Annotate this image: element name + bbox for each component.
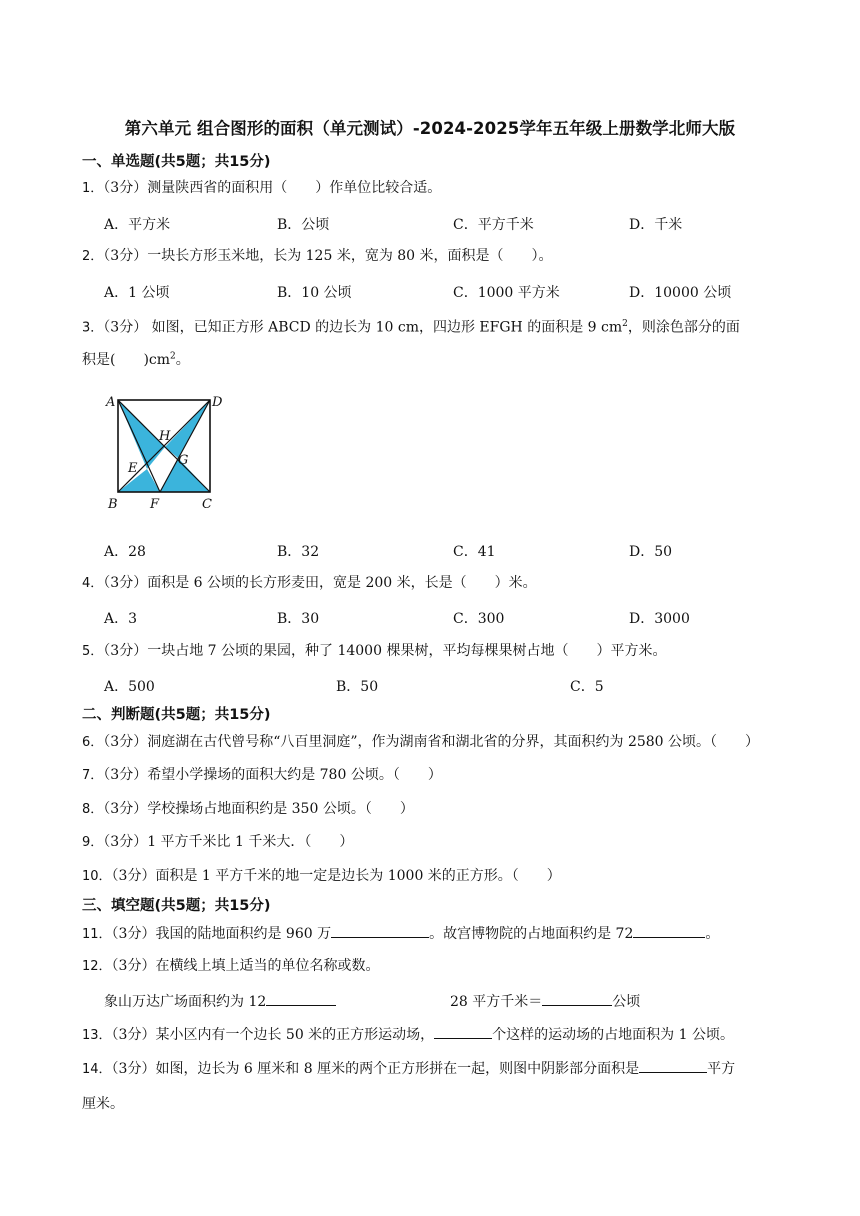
answer-blank[interactable]	[639, 1058, 707, 1073]
question-number: 1．	[82, 181, 104, 196]
question-number: 11．	[82, 927, 112, 942]
superscript: 2	[170, 351, 176, 362]
option-c: C．5	[570, 679, 604, 695]
question-8	[82, 799, 414, 820]
option-a: A．28	[104, 544, 146, 560]
question-text: 面积是 1 平方千米的地一定是边长为 1000 米的正方形。（ ）	[155, 868, 561, 884]
option-d: D．10000 公顷	[629, 285, 732, 301]
answer-blank[interactable]	[434, 1024, 492, 1039]
question-text: 学校操场占地面积约是 350 公顷。（ ）	[147, 801, 414, 817]
question-number: 4．	[82, 576, 104, 591]
question-score: （3分）	[111, 926, 156, 942]
question-number: 6．	[82, 735, 104, 750]
option-d: D．千米	[629, 217, 683, 233]
shaded-triangle-left	[118, 400, 165, 469]
question-score: （3分）	[111, 1061, 156, 1077]
question-3	[82, 314, 740, 339]
question-score: （3分）	[111, 868, 156, 884]
question-score: （3分）	[103, 734, 148, 750]
answer-blank[interactable]	[542, 991, 612, 1006]
question-text-end: 。	[175, 352, 190, 368]
label-d: D	[212, 395, 223, 410]
question-number: 2．	[82, 249, 104, 264]
question-number: 7．	[82, 768, 104, 783]
question-text-end: 。	[705, 926, 720, 942]
square-abcd-figure	[104, 392, 234, 520]
question-text: 面积是 6 公顷的长方形麦田，宽是 200 米，长是（ ）米。	[147, 575, 537, 591]
label-e: E	[128, 461, 138, 476]
question-number: 13．	[82, 1028, 112, 1043]
question-6	[82, 732, 759, 753]
question-2	[82, 246, 553, 267]
question-14	[82, 1058, 735, 1080]
label-g: G	[178, 453, 189, 468]
question-text-cont: 。故宫博物院的占地面积约是 72	[429, 926, 634, 942]
question-1	[82, 178, 441, 199]
option-a: A．1 公顷	[104, 285, 170, 301]
section-heading-single-choice: 一、单选题(共5题；共15分)	[82, 154, 271, 170]
part-a-text: 象山万达广场面积约为 12	[104, 994, 267, 1010]
question-text: 一块占地 7 公顷的果园，种了 14000 棵果树，平均每棵果树占地（ ）平方米。	[147, 643, 667, 659]
question-7	[82, 765, 442, 786]
question-text: 如图，边长为 6 厘米和 8 厘米的两个正方形拼在一起，则图中阴影部分面积是	[155, 1061, 640, 1077]
question-score: （3分）	[103, 319, 148, 336]
question-text: 测量陕西省的面积用（ ）作单位比较合适。	[147, 180, 442, 196]
question-number: 3．	[82, 320, 104, 336]
option-a: A．500	[104, 679, 155, 695]
shaded-triangle-right	[165, 400, 210, 458]
shaded-triangle-bottom-left	[118, 469, 160, 492]
question-5	[82, 641, 666, 662]
question-12	[82, 956, 379, 977]
question-score: （3分）	[111, 1027, 156, 1043]
option-c: C．41	[453, 544, 496, 560]
label-a: A	[106, 395, 116, 410]
option-b: B．10 公顷	[277, 285, 352, 301]
question-3-line-2	[82, 349, 190, 369]
question-text-line2: 积是( )cm	[82, 352, 171, 368]
question-13	[82, 1024, 734, 1046]
option-d: D．3000	[629, 611, 690, 627]
option-c: C．1000 平方米	[453, 285, 560, 301]
question-score: （3分）	[103, 643, 148, 659]
part-b-unit: 公顷	[612, 994, 641, 1010]
part-b-text: 28 平方千米＝	[450, 994, 543, 1010]
question-score: （3分）	[103, 575, 148, 591]
label-h: H	[159, 429, 171, 444]
option-b: B．32	[277, 544, 320, 560]
question-text: 如图，已知正方形 ABCD 的边长为 10 cm，四边形 EFGH 的面积是 9 cm	[147, 319, 623, 336]
option-d: D．50	[629, 544, 673, 560]
section-heading-true-false: 二、判断题(共5题；共15分)	[82, 707, 271, 723]
label-c: C	[202, 497, 212, 512]
question-text-cont: 个这样的运动场的占地面积为 1 公顷。	[492, 1027, 734, 1043]
question-text: 希望小学操场的面积大约是 780 公顷。（ ）	[147, 767, 442, 783]
question-text: 一块长方形玉米地，长为 125 米，宽为 80 米，面积是（ ）。	[147, 248, 553, 264]
question-12-part-b	[450, 991, 640, 1011]
question-score: （3分）	[103, 180, 148, 196]
section-heading-fill-blank: 三、填空题(共5题；共15分)	[82, 898, 271, 914]
question-number: 10．	[82, 869, 112, 884]
geometry-diagram	[104, 392, 234, 516]
answer-blank[interactable]	[266, 991, 336, 1006]
question-text: 洞庭湖在古代曾号称“八百里洞庭”，作为湖南省和湖北省的分界，其面积约为 2580 公顷。（ ）	[147, 734, 760, 750]
question-number: 12．	[82, 959, 112, 974]
question-text: 我国的陆地面积约是 960 万	[155, 926, 332, 942]
question-number: 5．	[82, 644, 104, 659]
option-b: B．公顷	[277, 217, 330, 233]
question-text: 某小区内有一个边长 50 米的正方形运动场，	[155, 1027, 435, 1043]
question-score: （3分）	[103, 834, 148, 850]
label-f: F	[150, 497, 160, 512]
question-14-line-2: 厘米。	[82, 1096, 124, 1112]
question-text: 在横线上填上适当的单位名称或数。	[155, 958, 380, 974]
question-score: （3分）	[103, 248, 148, 264]
question-number: 9．	[82, 835, 104, 850]
answer-blank[interactable]	[633, 923, 705, 938]
question-9	[82, 832, 353, 853]
question-text: 1 平方千米比 1 千米大．（ ）	[147, 834, 354, 850]
option-b: B．50	[336, 679, 379, 695]
option-c: C．300	[453, 611, 505, 627]
option-a: A．3	[104, 611, 138, 627]
question-score: （3分）	[103, 801, 148, 817]
question-number: 8．	[82, 802, 104, 817]
question-11	[82, 923, 719, 945]
question-number: 14．	[82, 1062, 112, 1077]
question-text-cont: ，则涂色部分的面	[627, 319, 740, 336]
option-a: A．平方米	[104, 217, 171, 233]
option-b: B．30	[277, 611, 320, 627]
question-4	[82, 573, 537, 594]
question-score: （3分）	[103, 767, 148, 783]
answer-blank[interactable]	[331, 923, 429, 938]
page-title: 第六单元 组合图形的面积（单元测试）-2024-2025学年五年级上册数学北师大版	[124, 119, 736, 138]
question-score: （3分）	[111, 958, 156, 974]
question-12-part-a	[104, 991, 336, 1011]
option-c: C．平方千米	[453, 217, 534, 233]
label-b: B	[108, 497, 118, 512]
question-text-cont: 平方	[707, 1061, 736, 1077]
superscript: 2	[622, 319, 628, 329]
question-10	[82, 866, 561, 887]
